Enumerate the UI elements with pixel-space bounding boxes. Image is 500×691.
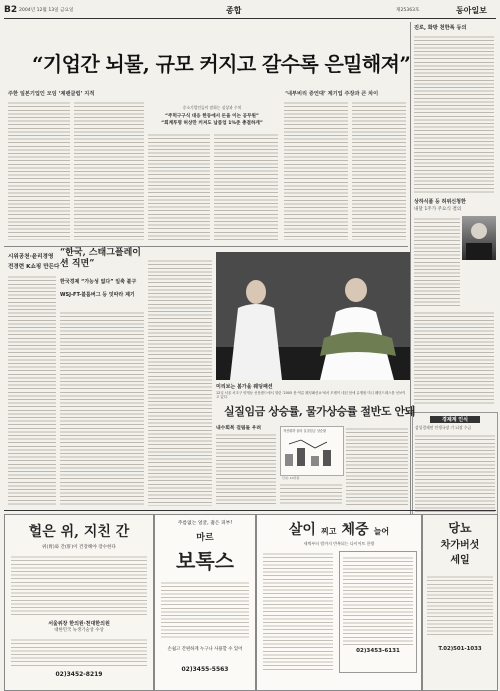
story3-body-c: [346, 426, 408, 506]
center-box-q2: “회계투명 허상만 커져도 납품업 1%준 총결하게”: [161, 121, 263, 126]
wage-chart: [280, 426, 344, 476]
right-sublabel: 내달 1주가 주요식 결의: [414, 207, 462, 212]
main-body-col3: [148, 132, 210, 240]
paper-name: 동아일보: [456, 5, 487, 15]
section-rule-1: [4, 246, 408, 247]
main-body-col4: [214, 132, 278, 240]
ad-diet: [256, 514, 422, 691]
story2-headline-box: [60, 248, 144, 298]
story3-body-a: [216, 432, 276, 506]
story2-left-body: [8, 274, 56, 506]
ad2-mid: 마르: [196, 533, 214, 543]
ad1-phone: 02)3452-8219: [55, 671, 103, 678]
ad2-phone: 02)3455-5563: [181, 666, 229, 673]
main-body-col6: [352, 100, 406, 240]
right-body-top: [414, 34, 494, 194]
main-body-col2: [74, 100, 144, 240]
ad3-title-c: 체중: [341, 522, 369, 538]
main-body-col5: [284, 100, 348, 240]
main-body-col1: [8, 100, 70, 240]
ad1-footer2: 대한민국 녹생기술상 수상: [54, 628, 104, 633]
portrait-photo: [462, 216, 496, 260]
right-body-mid: [414, 216, 460, 306]
right-column-divider: [410, 22, 411, 548]
ad1-small: [11, 637, 147, 667]
center-box-q1: “주먹구구식 대응 한동에서 돈을 이는 공무원”: [165, 114, 259, 119]
ad-rule: [4, 510, 496, 511]
story3-headline: 실질임금 상승률, 물가상승률 절반도 안돼: [224, 405, 415, 418]
center-box-head: 중소기업인들이 말하는 실상과 수치: [182, 105, 242, 110]
ad3-title: [257, 519, 421, 539]
photo-caption-text: 12일 서울 서초구 양재동 선풍랜드에서 열린 ‘2005 봄·여름 웨딩패션쇼’에서 모델이 내년 봄에 유행할 미니 웨딩드레스를 선보이고 있다.: [216, 391, 406, 400]
economy-box-sub: 삼성경제연 인생국장 기 뇌장 수급: [415, 425, 472, 430]
ad2-title: 보톡스: [176, 549, 234, 573]
ad-mushroom: [422, 514, 498, 691]
main-subhead-right: ‘내부비리 증언대’ 계기업 주장과 큰 차이: [285, 91, 379, 97]
story3-body-b: [280, 482, 342, 506]
main-headline: “기업간 뇌물, 규모 커지고 갈수록 은밀해져”: [32, 52, 411, 76]
ad1-body: [11, 554, 147, 616]
ad1-sub: 위(胃)와 간(肝)이 건강해야 장수한다: [42, 545, 116, 550]
wage-chart-figure: [281, 434, 343, 470]
ad1-title: 헐은 위, 지친 간: [28, 524, 130, 540]
ad2-top: 주름없는 얼굴, 젊은 피부!: [177, 521, 233, 526]
story2-body-b: [148, 258, 212, 506]
main-subhead-center: [148, 105, 276, 126]
story2-sub2: WSJ-FT-블룸버그 등 잇따라 제기: [60, 292, 135, 298]
ad3-title-a: 살이: [288, 522, 316, 538]
ad-botox: [154, 514, 256, 691]
story2-kicker: 시위공천·윤리경영: [8, 254, 54, 260]
ad3-right-body: [343, 555, 413, 645]
ad3-phone: 02)3453-6131: [356, 648, 400, 654]
ad3-title-d: 늘어: [373, 526, 390, 536]
story2-sub1: 한국경제 “가능성 없다” 일축 불구: [60, 279, 137, 285]
dateline: 2004년 12월 13일 금요일: [19, 8, 74, 13]
main-subhead-left: 주한 일본기업인 모임 ‘제팬클럽’ 지적: [8, 91, 95, 97]
issue-number: 제25363호: [396, 8, 420, 13]
section-title: 종합: [226, 6, 242, 15]
ad1-footer: 서울위장 한의원·천대한의원: [48, 621, 110, 627]
ad4-phone: T.02)501-1033: [438, 646, 482, 652]
ad4-title-b: 차가버섯: [440, 540, 480, 551]
story3-sub: 내수회복 걸림돌 우려: [216, 426, 262, 431]
masthead: [4, 4, 496, 19]
ad3-right-box: [339, 551, 417, 673]
ad4-title-a: 당뇨: [448, 521, 472, 535]
ad2-bottom: 손쉽고 간편하게 누구나 사용할 수 있어: [167, 647, 243, 652]
ad3-title-b: 찌고: [320, 526, 337, 536]
right-label: 상하식품 등 허위신청한: [414, 199, 466, 205]
right-headline: 진로, 화방 천한폭 등의: [414, 25, 467, 31]
story2-kicker2: 전경련 K쇼핑 만든다: [8, 264, 60, 270]
wedding-photo: [216, 252, 410, 380]
ad4-body: [427, 574, 493, 638]
ad2-body: [161, 580, 249, 640]
wage-chart-note: 단위: 10만원: [282, 476, 300, 480]
ad4-title-c: 세일: [450, 555, 470, 566]
story2-headline: “한국, 스태그플레이션 직면”: [60, 248, 141, 269]
ad3-left-body: [263, 551, 333, 671]
economy-box-title: 경제계 인식: [430, 416, 480, 423]
ad-liver: [4, 514, 154, 691]
page-number: B2: [4, 5, 18, 15]
story2-body-a: [60, 310, 144, 506]
right-body-low: [414, 310, 494, 406]
ad3-sub: 새벽부터 밤까지 반복되는 다이어트 한방: [303, 541, 375, 546]
photo-caption-title: 미리보는 봄가을 웨딩패션: [216, 384, 273, 390]
wage-chart-label: 자산취하 올라 실질임금 상승률: [283, 429, 327, 433]
